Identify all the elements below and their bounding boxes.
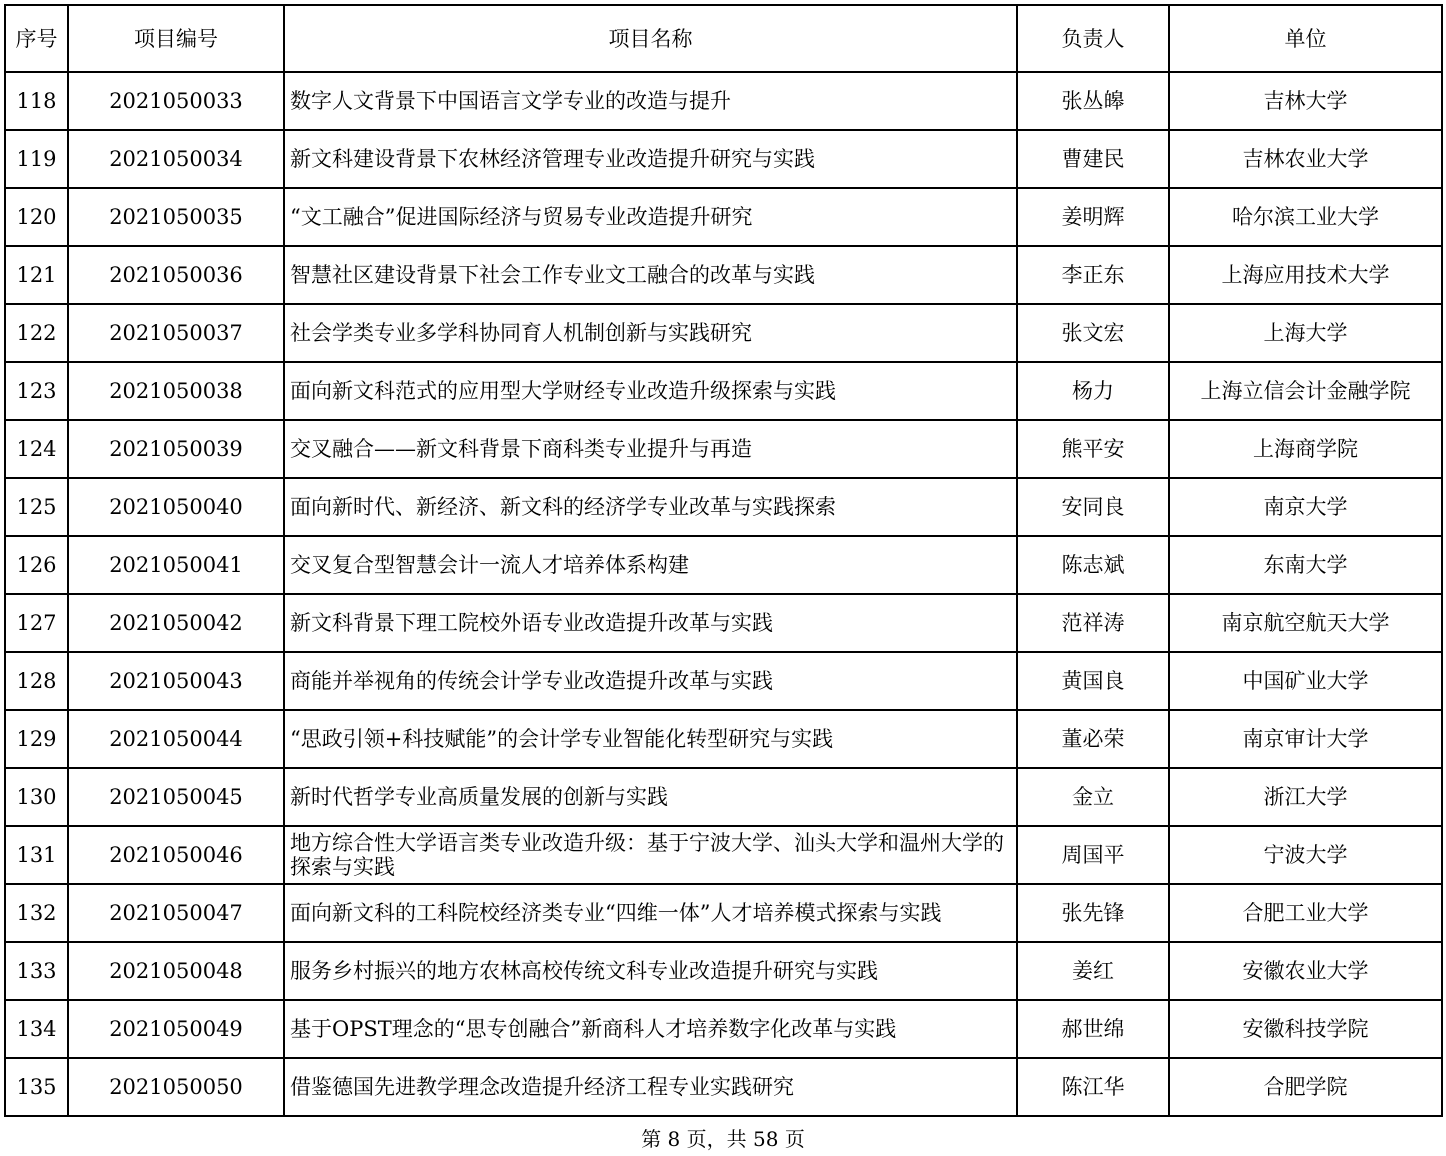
row-name-cell: 新文科建设背景下农林经济管理专业改造提升研究与实践: [284, 130, 1017, 188]
row-unit-cell: 上海商学院: [1169, 420, 1442, 478]
row-leader-cell: 周国平: [1017, 826, 1169, 884]
row-seq-cell: 123: [5, 362, 68, 420]
table-row: [5, 188, 1442, 246]
row-leader-cell: 张文宏: [1017, 304, 1169, 362]
row-seq-cell: 121: [5, 246, 68, 304]
row-name-cell: 服务乡村振兴的地方农林高校传统文科专业改造提升研究与实践: [284, 942, 1017, 1000]
row-name-cell: “文工融合”促进国际经济与贸易专业改造提升研究: [284, 188, 1017, 246]
row-code-cell: 2021050037: [68, 304, 284, 362]
row-seq-cell: 135: [5, 1058, 68, 1116]
row-leader-cell: 杨力: [1017, 362, 1169, 420]
row-unit-cell: 合肥学院: [1169, 1058, 1442, 1116]
table-row: [5, 826, 1442, 884]
table-row: [5, 942, 1442, 1000]
row-name-cell: 借鉴德国先进教学理念改造提升经济工程专业实践研究: [284, 1058, 1017, 1116]
row-unit-cell: 上海大学: [1169, 304, 1442, 362]
row-name-cell: 数字人文背景下中国语言文学专业的改造与提升: [284, 72, 1017, 130]
row-leader-cell: 董必荣: [1017, 710, 1169, 768]
row-unit-cell: 安徽农业大学: [1169, 942, 1442, 1000]
row-leader-cell: 姜明辉: [1017, 188, 1169, 246]
row-seq-cell: 132: [5, 884, 68, 942]
row-name-cell: 面向新文科范式的应用型大学财经专业改造升级探索与实践: [284, 362, 1017, 420]
table-row: [5, 420, 1442, 478]
table-row: [5, 652, 1442, 710]
row-leader-cell: 张先锋: [1017, 884, 1169, 942]
project-table: [4, 4, 1443, 1117]
row-unit-cell: 吉林农业大学: [1169, 130, 1442, 188]
table-row: [5, 130, 1442, 188]
footer-suffix: 页: [784, 1127, 805, 1151]
table-row: [5, 72, 1442, 130]
row-seq-cell: 127: [5, 594, 68, 652]
row-code-cell: 2021050050: [68, 1058, 284, 1116]
row-name-cell: 社会学类专业多学科协同育人机制创新与实践研究: [284, 304, 1017, 362]
row-unit-cell: 合肥工业大学: [1169, 884, 1442, 942]
row-name-cell: 地方综合性大学语言类专业改造升级：基于宁波大学、汕头大学和温州大学的探索与实践: [284, 826, 1017, 884]
row-name-cell: 智慧社区建设背景下社会工作专业文工融合的改革与实践: [284, 246, 1017, 304]
row-leader-cell: 陈江华: [1017, 1058, 1169, 1116]
row-name-cell: 商能并举视角的传统会计学专业改造提升改革与实践: [284, 652, 1017, 710]
row-leader-cell: 李正东: [1017, 246, 1169, 304]
row-code-cell: 2021050041: [68, 536, 284, 594]
row-seq-cell: 134: [5, 1000, 68, 1058]
row-code-cell: 2021050044: [68, 710, 284, 768]
row-name-cell: 面向新时代、新经济、新文科的经济学专业改革与实践探索: [284, 478, 1017, 536]
table-row: [5, 478, 1442, 536]
row-name-cell: 面向新文科的工科院校经济类专业“四维一体”人才培养模式探索与实践: [284, 884, 1017, 942]
table-row: [5, 1000, 1442, 1058]
table-body: [5, 72, 1442, 1116]
row-unit-cell: 东南大学: [1169, 536, 1442, 594]
row-unit-cell: 吉林大学: [1169, 72, 1442, 130]
header-name: 项目名称: [284, 5, 1017, 72]
page-footer: [0, 1127, 1446, 1151]
table-row: [5, 246, 1442, 304]
row-name-cell: “思政引领+科技赋能”的会计学专业智能化转型研究与实践: [284, 710, 1017, 768]
row-seq-cell: 128: [5, 652, 68, 710]
header-code: 项目编号: [68, 5, 284, 72]
footer-middle: 页，共: [686, 1127, 747, 1151]
row-leader-cell: 熊平安: [1017, 420, 1169, 478]
row-unit-cell: 中国矿业大学: [1169, 652, 1442, 710]
row-seq-cell: 133: [5, 942, 68, 1000]
row-code-cell: 2021050042: [68, 594, 284, 652]
row-name-cell: 交叉融合——新文科背景下商科类专业提升与再造: [284, 420, 1017, 478]
header-leader: 负责人: [1017, 5, 1169, 72]
row-code-cell: 2021050046: [68, 826, 284, 884]
row-seq-cell: 131: [5, 826, 68, 884]
row-seq-cell: 129: [5, 710, 68, 768]
row-unit-cell: 南京航空航天大学: [1169, 594, 1442, 652]
row-name-cell: 新文科背景下理工院校外语专业改造提升改革与实践: [284, 594, 1017, 652]
row-leader-cell: 张丛皞: [1017, 72, 1169, 130]
row-name-cell: 交叉复合型智慧会计一流人才培养体系构建: [284, 536, 1017, 594]
row-name-cell: 新时代哲学专业高质量发展的创新与实践: [284, 768, 1017, 826]
row-seq-cell: 126: [5, 536, 68, 594]
row-unit-cell: 南京大学: [1169, 478, 1442, 536]
row-unit-cell: 上海立信会计金融学院: [1169, 362, 1442, 420]
row-code-cell: 2021050038: [68, 362, 284, 420]
row-code-cell: 2021050045: [68, 768, 284, 826]
row-leader-cell: 安同良: [1017, 478, 1169, 536]
row-code-cell: 2021050047: [68, 884, 284, 942]
row-code-cell: 2021050035: [68, 188, 284, 246]
row-name-cell: 基于OPST理念的“思专创融合”新商科人才培养数字化改革与实践: [284, 1000, 1017, 1058]
table-row: [5, 594, 1442, 652]
row-unit-cell: 上海应用技术大学: [1169, 246, 1442, 304]
row-code-cell: 2021050036: [68, 246, 284, 304]
table-row: [5, 1058, 1442, 1116]
header-row: [5, 5, 1442, 72]
row-code-cell: 2021050048: [68, 942, 284, 1000]
row-seq-cell: 122: [5, 304, 68, 362]
row-leader-cell: 曹建民: [1017, 130, 1169, 188]
table-row: [5, 884, 1442, 942]
row-leader-cell: 金立: [1017, 768, 1169, 826]
row-code-cell: 2021050033: [68, 72, 284, 130]
row-leader-cell: 陈志斌: [1017, 536, 1169, 594]
table-row: [5, 362, 1442, 420]
row-code-cell: 2021050043: [68, 652, 284, 710]
row-seq-cell: 119: [5, 130, 68, 188]
row-unit-cell: 安徽科技学院: [1169, 1000, 1442, 1058]
row-seq-cell: 130: [5, 768, 68, 826]
table-row: [5, 536, 1442, 594]
row-seq-cell: 118: [5, 72, 68, 130]
row-unit-cell: 浙江大学: [1169, 768, 1442, 826]
row-leader-cell: 黄国良: [1017, 652, 1169, 710]
table-row: [5, 304, 1442, 362]
header-seq: 序号: [5, 5, 68, 72]
row-code-cell: 2021050040: [68, 478, 284, 536]
footer-current-page: 8: [667, 1127, 681, 1151]
row-leader-cell: 姜红: [1017, 942, 1169, 1000]
footer-total-pages: 58: [753, 1127, 779, 1151]
table-row: [5, 768, 1442, 826]
row-seq-cell: 125: [5, 478, 68, 536]
row-unit-cell: 宁波大学: [1169, 826, 1442, 884]
row-leader-cell: 范祥涛: [1017, 594, 1169, 652]
table-row: [5, 710, 1442, 768]
row-code-cell: 2021050049: [68, 1000, 284, 1058]
row-seq-cell: 124: [5, 420, 68, 478]
row-seq-cell: 120: [5, 188, 68, 246]
row-unit-cell: 南京审计大学: [1169, 710, 1442, 768]
header-unit: 单位: [1169, 5, 1442, 72]
row-leader-cell: 郝世绵: [1017, 1000, 1169, 1058]
row-code-cell: 2021050034: [68, 130, 284, 188]
row-code-cell: 2021050039: [68, 420, 284, 478]
footer-prefix: 第: [641, 1127, 662, 1151]
row-unit-cell: 哈尔滨工业大学: [1169, 188, 1442, 246]
